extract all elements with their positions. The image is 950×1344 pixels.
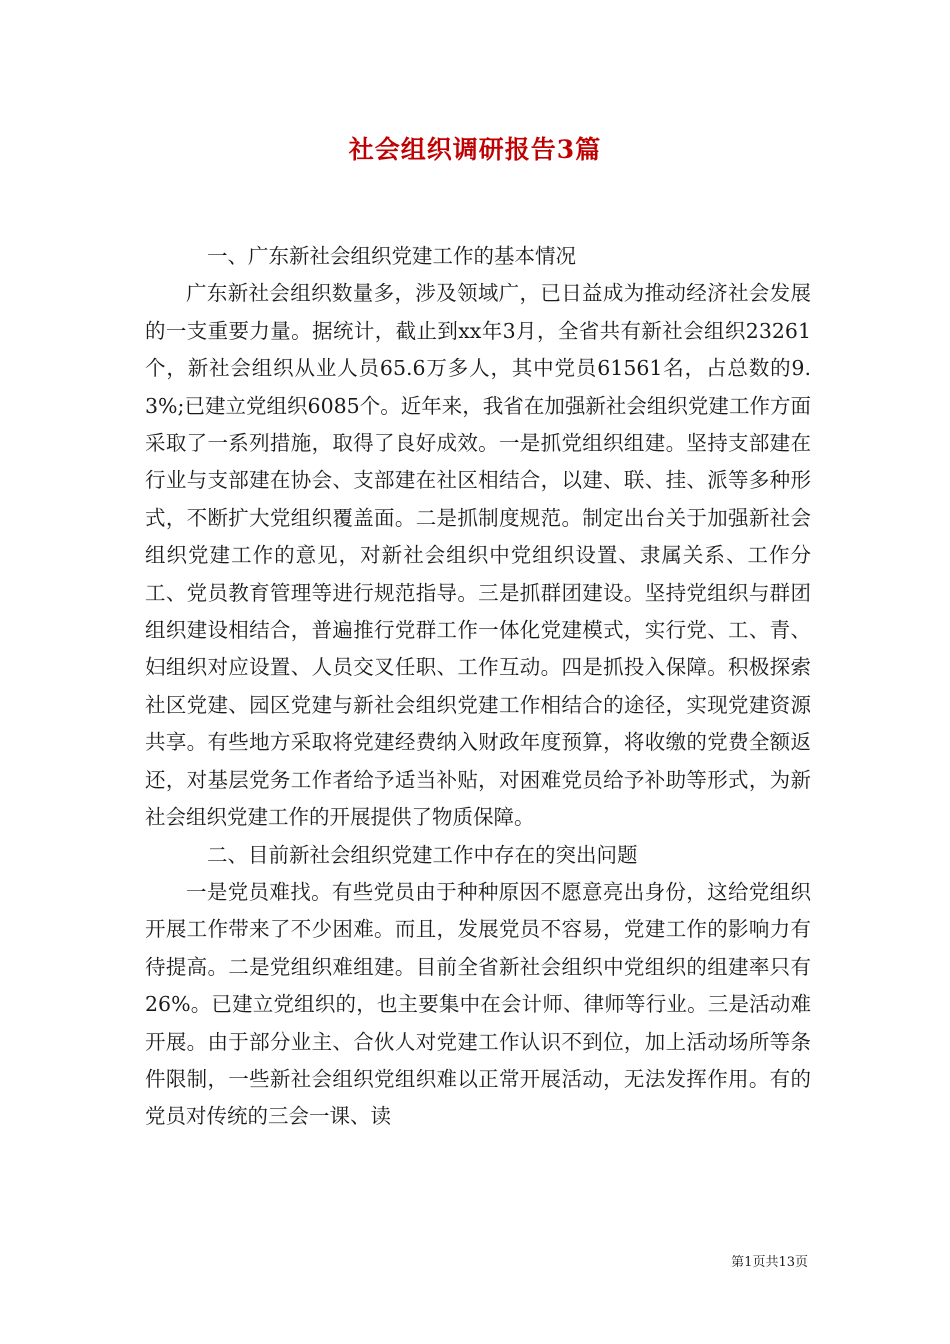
section-heading: 一、广东新社会组织党建工作的基本情况 [207, 244, 576, 268]
document-body [145, 238, 811, 1136]
section-paragraph: 广东新社会组织数量多，涉及领域广，已日益成为推动经济社会发展的一支重要力量。据统计，截止到xx年3月，全省共有新社会组织23261个，新社会组织从业人员65.6万多人，其中党员61561名，占总数的9.3%;已建立党组织6085个。近年来，我省在加强新社会组织党建工作方面采取了一系列措施，取得了良好成效。一是抓党组织组建。坚持支部建在行业与支部建在协会、支部建在社区相结合，以建、联、挂、派等多种形式，不断扩大党组织覆盖面。二是抓制度规范。制定出台关于加强新社会组织党建工作的意见，对新社会组织中党组织设置、隶属关系、工作分工、党员教育管理等进行规范指导。三是抓群团建设。坚持党组织与群团组织建设相结合，普遍推行党群工作一体化党建模式，实行党、工、青、妇组织对应设置、人员交叉任职、工作互动。四是抓投入保障。积极探索社区党建、园区党建与新社会组织党建工作相结合的途径，实现党建资源共享。有些地方采取将党建经费纳入财政年度预算，将收缴的党费全额返还，对基层党务工作者给予适当补贴，对困难党员给予补助等形式，为新社会组织党建工作的开展提供了物质保障。 [145, 281, 811, 830]
page-number: 第1页共13页 [731, 1255, 808, 1270]
section-heading: 二、目前新社会组织党建工作中存在的突出问题 [207, 842, 638, 867]
section-paragraph: 一是党员难找。有些党员由于种种原因不愿意亮出身份，这给党组织开展工作带来了不少困难。而且，发展党员不容易，党建工作的影响力有待提高。二是党组织难组建。目前全省新社会组织中党组织的组建率只有26%。已建立党组织的，也主要集中在会计师、律师等行业。三是活动难开展。由于部分业主、合伙人对党建工作认识不到位，加上活动场所等条件限制，一些新社会组织党组织难以正常开展活动，无法发挥作用。有的党员对传统的三会一课、读 [145, 879, 811, 1129]
document-title: 社会组织调研报告3篇 [348, 135, 602, 164]
